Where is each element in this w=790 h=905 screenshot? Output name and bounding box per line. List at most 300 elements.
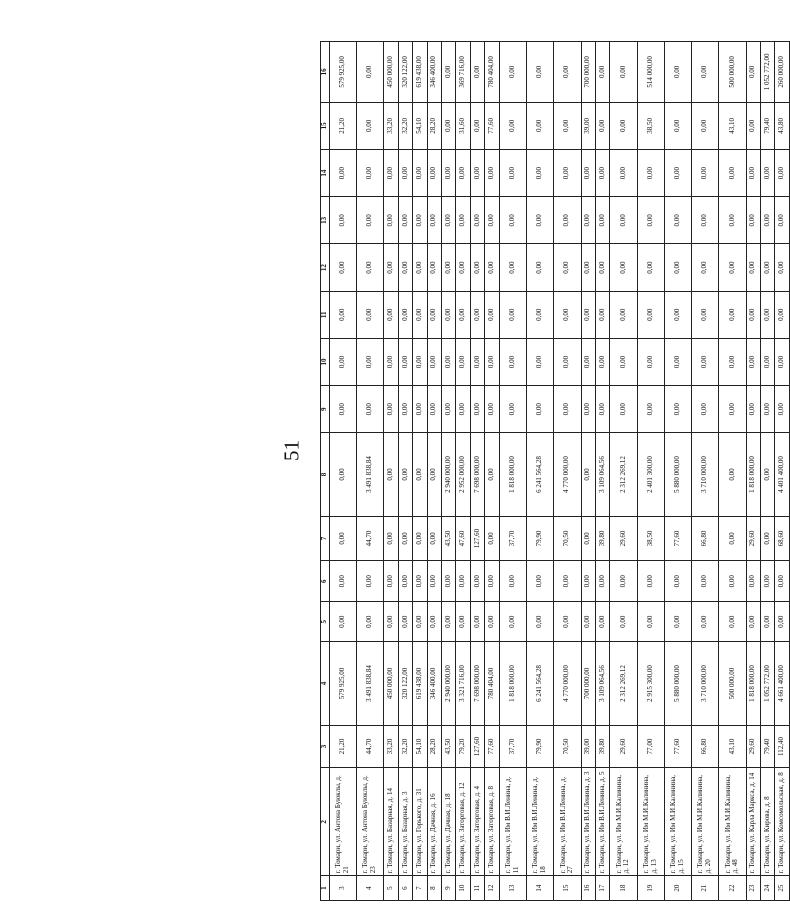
value-cell: 7 698 000,00 bbox=[470, 433, 484, 516]
table-row bbox=[398, 42, 412, 901]
value-cell: 0,00 bbox=[610, 42, 637, 103]
value-cell: 0,00 bbox=[595, 244, 609, 291]
value-cell: 0,00 bbox=[357, 150, 384, 197]
value-cell: 39,00 bbox=[581, 725, 595, 768]
value-cell: 3 321 716,00 bbox=[456, 642, 470, 725]
value-cell: 0,00 bbox=[329, 516, 356, 561]
value-cell: 0,00 bbox=[664, 561, 691, 601]
address-cell: г. Томари, ул. Базарная, д. 3 bbox=[398, 768, 412, 876]
value-cell: 0,00 bbox=[413, 516, 427, 561]
value-cell: 79,90 bbox=[527, 516, 554, 561]
address-cell: г. Томари, ул. Кирова, д. 8 bbox=[760, 768, 774, 876]
value-cell: 0,00 bbox=[427, 386, 441, 433]
value-cell: 1 818 000,00 bbox=[499, 642, 526, 725]
value-cell: 0,00 bbox=[384, 338, 398, 385]
value-cell: 0,00 bbox=[357, 291, 384, 338]
address-cell: г. Томари, ул. Горького, д. 31 bbox=[413, 768, 427, 876]
column-header: 14 bbox=[321, 150, 330, 197]
value-cell: 0,00 bbox=[427, 338, 441, 385]
row-number-cell: 19 bbox=[637, 876, 664, 901]
value-cell: 77,60 bbox=[485, 102, 499, 149]
value-cell: 0,00 bbox=[485, 338, 499, 385]
value-cell: 0,00 bbox=[692, 244, 719, 291]
value-cell: 0,00 bbox=[664, 291, 691, 338]
row-number-cell: 25 bbox=[775, 876, 790, 901]
address-cell: г. Томари, ул. Им М.И.Калинина, д. 20 bbox=[692, 768, 719, 876]
value-cell: 0,00 bbox=[746, 244, 760, 291]
value-cell: 0,00 bbox=[610, 102, 637, 149]
value-cell: 0,00 bbox=[746, 338, 760, 385]
value-cell: 33,20 bbox=[384, 725, 398, 768]
table-header-row bbox=[321, 42, 330, 901]
address-cell: г. Томари, ул. Им В.И.Ленина, д. 11 bbox=[499, 768, 526, 876]
value-cell: 0,00 bbox=[527, 150, 554, 197]
value-cell: 0,00 bbox=[692, 102, 719, 149]
table-row bbox=[664, 42, 691, 901]
address-cell: г. Томари, ул. Заторговая, д. 8 bbox=[485, 768, 499, 876]
value-cell: 127,60 bbox=[470, 516, 484, 561]
value-cell: 0,00 bbox=[499, 601, 526, 641]
value-cell: 0,00 bbox=[329, 150, 356, 197]
address-cell: г. Томари, ул. Заторговая, д. 12 bbox=[456, 768, 470, 876]
row-number-cell: 10 bbox=[456, 876, 470, 901]
table-row bbox=[595, 42, 609, 901]
table-row bbox=[637, 42, 664, 901]
table-row bbox=[760, 42, 774, 901]
value-cell: 79,90 bbox=[527, 725, 554, 768]
value-cell: 0,00 bbox=[527, 197, 554, 244]
value-cell: 66,80 bbox=[692, 516, 719, 561]
table-row bbox=[329, 42, 356, 901]
value-cell: 0,00 bbox=[499, 102, 526, 149]
address-cell: г. Томари, ул. Антона Буюклы, д. 23 bbox=[357, 768, 384, 876]
value-cell: 0,00 bbox=[527, 601, 554, 641]
value-cell: 66,80 bbox=[692, 725, 719, 768]
table-row bbox=[413, 42, 427, 901]
value-cell: 0,00 bbox=[692, 338, 719, 385]
value-cell: 0,00 bbox=[581, 338, 595, 385]
value-cell: 0,00 bbox=[470, 197, 484, 244]
value-cell: 0,00 bbox=[637, 386, 664, 433]
value-cell: 0,00 bbox=[581, 244, 595, 291]
address-cell: г. Томари, ул. Комсомольская, д. 8 bbox=[775, 768, 790, 876]
value-cell: 0,00 bbox=[456, 338, 470, 385]
value-cell: 1 818 000,00 bbox=[746, 642, 760, 725]
address-cell: г. Томари, ул. Им В.И.Ленина, д. 18 bbox=[527, 768, 554, 876]
value-cell: 0,00 bbox=[384, 197, 398, 244]
value-cell: 0,00 bbox=[760, 561, 774, 601]
value-cell: 3 491 838,84 bbox=[357, 642, 384, 725]
row-number-cell: 23 bbox=[746, 876, 760, 901]
value-cell: 0,00 bbox=[760, 433, 774, 516]
value-cell: 28,20 bbox=[427, 102, 441, 149]
value-cell: 47,60 bbox=[456, 516, 470, 561]
value-cell: 0,00 bbox=[775, 338, 790, 385]
value-cell: 0,00 bbox=[664, 601, 691, 641]
value-cell: 0,00 bbox=[357, 386, 384, 433]
value-cell: 0,00 bbox=[760, 150, 774, 197]
value-cell: 0,00 bbox=[746, 386, 760, 433]
value-cell: 0,00 bbox=[746, 561, 760, 601]
value-cell: 29,60 bbox=[746, 725, 760, 768]
address-cell: г. Томари, ул. Заторговая, д. 4 bbox=[470, 768, 484, 876]
value-cell: 0,00 bbox=[413, 386, 427, 433]
value-cell: 0,00 bbox=[442, 197, 456, 244]
value-cell: 43,80 bbox=[775, 102, 790, 149]
value-cell: 0,00 bbox=[527, 244, 554, 291]
value-cell: 0,00 bbox=[581, 150, 595, 197]
table-row bbox=[775, 42, 790, 901]
row-number-cell: 5 bbox=[384, 876, 398, 901]
value-cell: 28,20 bbox=[427, 725, 441, 768]
value-cell: 0,00 bbox=[357, 338, 384, 385]
column-header: 10 bbox=[321, 338, 330, 385]
row-number-cell: 3 bbox=[329, 876, 356, 901]
value-cell: 0,00 bbox=[499, 338, 526, 385]
value-cell: 0,00 bbox=[442, 42, 456, 103]
address-cell: г. Томари, ул. Им М.И.Калинина, д. 48 bbox=[719, 768, 746, 876]
value-cell: 0,00 bbox=[719, 244, 746, 291]
value-cell: 579 925,00 bbox=[329, 642, 356, 725]
value-cell: 0,00 bbox=[470, 561, 484, 601]
value-cell: 0,00 bbox=[595, 386, 609, 433]
row-number-cell: 9 bbox=[442, 876, 456, 901]
value-cell: 0,00 bbox=[442, 102, 456, 149]
value-cell: 0,00 bbox=[554, 197, 581, 244]
table-row bbox=[499, 42, 526, 901]
value-cell: 4 770 000,00 bbox=[554, 642, 581, 725]
value-cell: 0,00 bbox=[692, 42, 719, 103]
value-cell: 0,00 bbox=[442, 386, 456, 433]
value-cell: 0,00 bbox=[485, 433, 499, 516]
column-header: 4 bbox=[321, 642, 330, 725]
table-row bbox=[746, 42, 760, 901]
value-cell: 70,50 bbox=[554, 725, 581, 768]
value-cell: 0,00 bbox=[581, 516, 595, 561]
value-cell: 0,00 bbox=[329, 386, 356, 433]
value-cell: 0,00 bbox=[470, 42, 484, 103]
value-cell: 0,00 bbox=[760, 197, 774, 244]
value-cell: 0,00 bbox=[398, 386, 412, 433]
address-cell: г. Томари, ул. Им М.И.Калинина, д. 12 bbox=[610, 768, 637, 876]
value-cell: 0,00 bbox=[357, 601, 384, 641]
table-row bbox=[442, 42, 456, 901]
row-number-cell: 8 bbox=[427, 876, 441, 901]
value-cell: 0,00 bbox=[456, 244, 470, 291]
column-header: 7 bbox=[321, 516, 330, 561]
value-cell: 0,00 bbox=[398, 433, 412, 516]
value-cell: 0,00 bbox=[637, 601, 664, 641]
value-cell: 0,00 bbox=[664, 338, 691, 385]
value-cell: 0,00 bbox=[664, 386, 691, 433]
value-cell: 0,00 bbox=[485, 516, 499, 561]
value-cell: 0,00 bbox=[329, 601, 356, 641]
value-cell: 79,20 bbox=[456, 725, 470, 768]
value-cell: 0,00 bbox=[760, 291, 774, 338]
value-cell: 0,00 bbox=[719, 338, 746, 385]
column-header: 12 bbox=[321, 244, 330, 291]
value-cell: 0,00 bbox=[456, 291, 470, 338]
address-cell: г. Томари, ул. Дачная, д. 18 bbox=[442, 768, 456, 876]
value-cell: 0,00 bbox=[775, 291, 790, 338]
value-cell: 514 000,00 bbox=[637, 42, 664, 103]
value-cell: 0,00 bbox=[442, 338, 456, 385]
value-cell: 54,10 bbox=[413, 102, 427, 149]
value-cell: 0,00 bbox=[692, 197, 719, 244]
value-cell: 0,00 bbox=[398, 561, 412, 601]
value-cell: 0,00 bbox=[595, 601, 609, 641]
value-cell: 3 109 064,56 bbox=[595, 433, 609, 516]
value-cell: 0,00 bbox=[746, 197, 760, 244]
value-cell: 0,00 bbox=[470, 102, 484, 149]
value-cell: 0,00 bbox=[329, 338, 356, 385]
value-cell: 0,00 bbox=[527, 102, 554, 149]
value-cell: 1 818 000,00 bbox=[746, 433, 760, 516]
value-cell: 0,00 bbox=[692, 561, 719, 601]
table-row bbox=[485, 42, 499, 901]
value-cell: 0,00 bbox=[554, 244, 581, 291]
value-cell: 0,00 bbox=[746, 150, 760, 197]
value-cell: 39,80 bbox=[595, 516, 609, 561]
value-cell: 0,00 bbox=[456, 386, 470, 433]
row-number-cell: 12 bbox=[485, 876, 499, 901]
value-cell: 0,00 bbox=[554, 386, 581, 433]
value-cell: 68,60 bbox=[775, 516, 790, 561]
value-cell: 0,00 bbox=[442, 291, 456, 338]
value-cell: 44,70 bbox=[357, 516, 384, 561]
value-cell: 0,00 bbox=[554, 102, 581, 149]
value-cell: 0,00 bbox=[637, 244, 664, 291]
row-number-cell: 6 bbox=[398, 876, 412, 901]
value-cell: 0,00 bbox=[664, 244, 691, 291]
value-cell: 37,70 bbox=[499, 725, 526, 768]
value-cell: 0,00 bbox=[719, 561, 746, 601]
value-cell: 0,00 bbox=[427, 516, 441, 561]
value-cell: 369 716,00 bbox=[456, 42, 470, 103]
column-header: 13 bbox=[321, 197, 330, 244]
value-cell: 0,00 bbox=[595, 150, 609, 197]
value-cell: 70,50 bbox=[554, 516, 581, 561]
value-cell: 0,00 bbox=[610, 561, 637, 601]
value-cell: 77,60 bbox=[664, 516, 691, 561]
value-cell: 29,60 bbox=[610, 725, 637, 768]
value-cell: 500 000,00 bbox=[719, 42, 746, 103]
value-cell: 43,10 bbox=[719, 725, 746, 768]
value-cell: 43,50 bbox=[442, 725, 456, 768]
value-cell: 2 401 300,00 bbox=[637, 433, 664, 516]
value-cell: 0,00 bbox=[413, 150, 427, 197]
value-cell: 0,00 bbox=[470, 291, 484, 338]
row-number-cell: 18 bbox=[610, 876, 637, 901]
value-cell: 0,00 bbox=[637, 197, 664, 244]
value-cell: 0,00 bbox=[775, 197, 790, 244]
row-number-cell: 20 bbox=[664, 876, 691, 901]
value-cell: 0,00 bbox=[719, 433, 746, 516]
row-number-cell: 4 bbox=[357, 876, 384, 901]
value-cell: 0,00 bbox=[427, 197, 441, 244]
value-cell: 0,00 bbox=[499, 561, 526, 601]
value-cell: 0,00 bbox=[581, 601, 595, 641]
value-cell: 0,00 bbox=[398, 516, 412, 561]
value-cell: 0,00 bbox=[470, 244, 484, 291]
column-header: 2 bbox=[321, 768, 330, 876]
value-cell: 0,00 bbox=[610, 338, 637, 385]
value-cell: 0,00 bbox=[554, 291, 581, 338]
table-row bbox=[384, 42, 398, 901]
row-number-cell: 21 bbox=[692, 876, 719, 901]
value-cell: 0,00 bbox=[775, 150, 790, 197]
row-number-cell: 16 bbox=[581, 876, 595, 901]
value-cell: 1 052 772,00 bbox=[760, 42, 774, 103]
value-cell: 0,00 bbox=[442, 561, 456, 601]
value-cell: 0,00 bbox=[357, 42, 384, 103]
value-cell: 3 710 000,00 bbox=[692, 433, 719, 516]
value-cell: 44,70 bbox=[357, 725, 384, 768]
value-cell: 579 925,00 bbox=[329, 42, 356, 103]
value-cell: 700 000,00 bbox=[581, 642, 595, 725]
table-row bbox=[470, 42, 484, 901]
row-number-cell: 15 bbox=[554, 876, 581, 901]
value-cell: 0,00 bbox=[527, 561, 554, 601]
value-cell: 0,00 bbox=[357, 244, 384, 291]
value-cell: 0,00 bbox=[413, 338, 427, 385]
value-cell: 0,00 bbox=[746, 291, 760, 338]
value-cell: 0,00 bbox=[485, 386, 499, 433]
value-cell: 320 122,00 bbox=[398, 42, 412, 103]
table-row bbox=[692, 42, 719, 901]
value-cell: 0,00 bbox=[610, 386, 637, 433]
value-cell: 0,00 bbox=[610, 291, 637, 338]
value-cell: 0,00 bbox=[610, 601, 637, 641]
value-cell: 0,00 bbox=[384, 561, 398, 601]
value-cell: 0,00 bbox=[413, 433, 427, 516]
value-cell: 4 770 000,00 bbox=[554, 433, 581, 516]
value-cell: 0,00 bbox=[760, 338, 774, 385]
value-cell: 79,40 bbox=[760, 725, 774, 768]
value-cell: 4 401 400,00 bbox=[775, 433, 790, 516]
column-header: 3 bbox=[321, 725, 330, 768]
value-cell: 0,00 bbox=[499, 150, 526, 197]
value-cell: 39,80 bbox=[595, 725, 609, 768]
value-cell: 2 952 000,00 bbox=[456, 433, 470, 516]
value-cell: 0,00 bbox=[719, 386, 746, 433]
value-cell: 0,00 bbox=[664, 102, 691, 149]
value-cell: 0,00 bbox=[610, 150, 637, 197]
value-cell: 0,00 bbox=[413, 197, 427, 244]
value-cell: 0,00 bbox=[456, 561, 470, 601]
value-cell: 0,00 bbox=[427, 291, 441, 338]
value-cell: 0,00 bbox=[427, 244, 441, 291]
table-row bbox=[427, 42, 441, 901]
value-cell: 21,20 bbox=[329, 725, 356, 768]
value-cell: 43,10 bbox=[719, 102, 746, 149]
table-row bbox=[610, 42, 637, 901]
value-cell: 0,00 bbox=[442, 150, 456, 197]
data-table bbox=[320, 41, 790, 901]
value-cell: 619 438,00 bbox=[413, 42, 427, 103]
address-cell: г. Томари, ул. Им М.И.Калинина, д. 15 bbox=[664, 768, 691, 876]
value-cell: 0,00 bbox=[413, 291, 427, 338]
value-cell: 0,00 bbox=[456, 150, 470, 197]
value-cell: 0,00 bbox=[329, 244, 356, 291]
value-cell: 0,00 bbox=[760, 386, 774, 433]
value-cell: 0,00 bbox=[527, 42, 554, 103]
value-cell: 0,00 bbox=[427, 561, 441, 601]
value-cell: 4 661 400,00 bbox=[775, 642, 790, 725]
table-row bbox=[719, 42, 746, 901]
value-cell: 0,00 bbox=[357, 561, 384, 601]
column-header: 1 bbox=[321, 876, 330, 901]
value-cell: 0,00 bbox=[398, 244, 412, 291]
value-cell: 0,00 bbox=[442, 244, 456, 291]
value-cell: 0,00 bbox=[384, 150, 398, 197]
value-cell: 0,00 bbox=[398, 197, 412, 244]
value-cell: 346 400,00 bbox=[427, 642, 441, 725]
value-cell: 0,00 bbox=[581, 386, 595, 433]
row-number-cell: 7 bbox=[413, 876, 427, 901]
value-cell: 3 491 838,84 bbox=[357, 433, 384, 516]
value-cell: 77,60 bbox=[664, 725, 691, 768]
address-cell: г. Томари, ул. Им В.И.Ленина, д. 27 bbox=[554, 768, 581, 876]
value-cell: 0,00 bbox=[719, 197, 746, 244]
value-cell: 0,00 bbox=[746, 102, 760, 149]
value-cell: 0,00 bbox=[485, 244, 499, 291]
address-cell: г. Томари, ул. Им М.И.Калинина, д. 13 bbox=[637, 768, 664, 876]
value-cell: 0,00 bbox=[384, 386, 398, 433]
page-number: 51 bbox=[279, 440, 304, 461]
value-cell: 38,50 bbox=[637, 516, 664, 561]
value-cell: 0,00 bbox=[775, 561, 790, 601]
value-cell: 43,50 bbox=[442, 516, 456, 561]
value-cell: 0,00 bbox=[595, 42, 609, 103]
value-cell: 0,00 bbox=[595, 102, 609, 149]
value-cell: 54,10 bbox=[413, 725, 427, 768]
value-cell: 21,20 bbox=[329, 102, 356, 149]
value-cell: 0,00 bbox=[427, 433, 441, 516]
value-cell: 0,00 bbox=[581, 197, 595, 244]
address-cell: г. Томари, ул. Карла Маркса, д. 14 bbox=[746, 768, 760, 876]
value-cell: 33,20 bbox=[384, 102, 398, 149]
value-cell: 0,00 bbox=[527, 338, 554, 385]
value-cell: 0,00 bbox=[760, 516, 774, 561]
value-cell: 0,00 bbox=[499, 42, 526, 103]
value-cell: 0,00 bbox=[413, 561, 427, 601]
value-cell: 2 940 000,00 bbox=[442, 642, 456, 725]
value-cell: 0,00 bbox=[485, 197, 499, 244]
value-cell: 6 241 564,28 bbox=[527, 642, 554, 725]
value-cell: 450 000,00 bbox=[384, 642, 398, 725]
value-cell: 29,60 bbox=[610, 516, 637, 561]
value-cell: 320 122,00 bbox=[398, 642, 412, 725]
value-cell: 0,00 bbox=[357, 197, 384, 244]
value-cell: 0,00 bbox=[485, 561, 499, 601]
value-cell: 5 880 000,00 bbox=[664, 433, 691, 516]
value-cell: 0,00 bbox=[499, 197, 526, 244]
value-cell: 0,00 bbox=[664, 42, 691, 103]
value-cell: 0,00 bbox=[664, 197, 691, 244]
table-row bbox=[357, 42, 384, 901]
address-cell: г. Томари, ул. Им В.И.Ленина, д. 3 bbox=[581, 768, 595, 876]
value-cell: 0,00 bbox=[456, 601, 470, 641]
value-cell: 0,00 bbox=[427, 601, 441, 641]
address-cell: г. Томари, ул. Им В.И.Ленина, д. 5 bbox=[595, 768, 609, 876]
value-cell: 0,00 bbox=[581, 561, 595, 601]
value-cell: 77,60 bbox=[485, 725, 499, 768]
table-row bbox=[554, 42, 581, 901]
value-cell: 31,60 bbox=[456, 102, 470, 149]
value-cell: 0,00 bbox=[775, 601, 790, 641]
value-cell: 0,00 bbox=[595, 338, 609, 385]
